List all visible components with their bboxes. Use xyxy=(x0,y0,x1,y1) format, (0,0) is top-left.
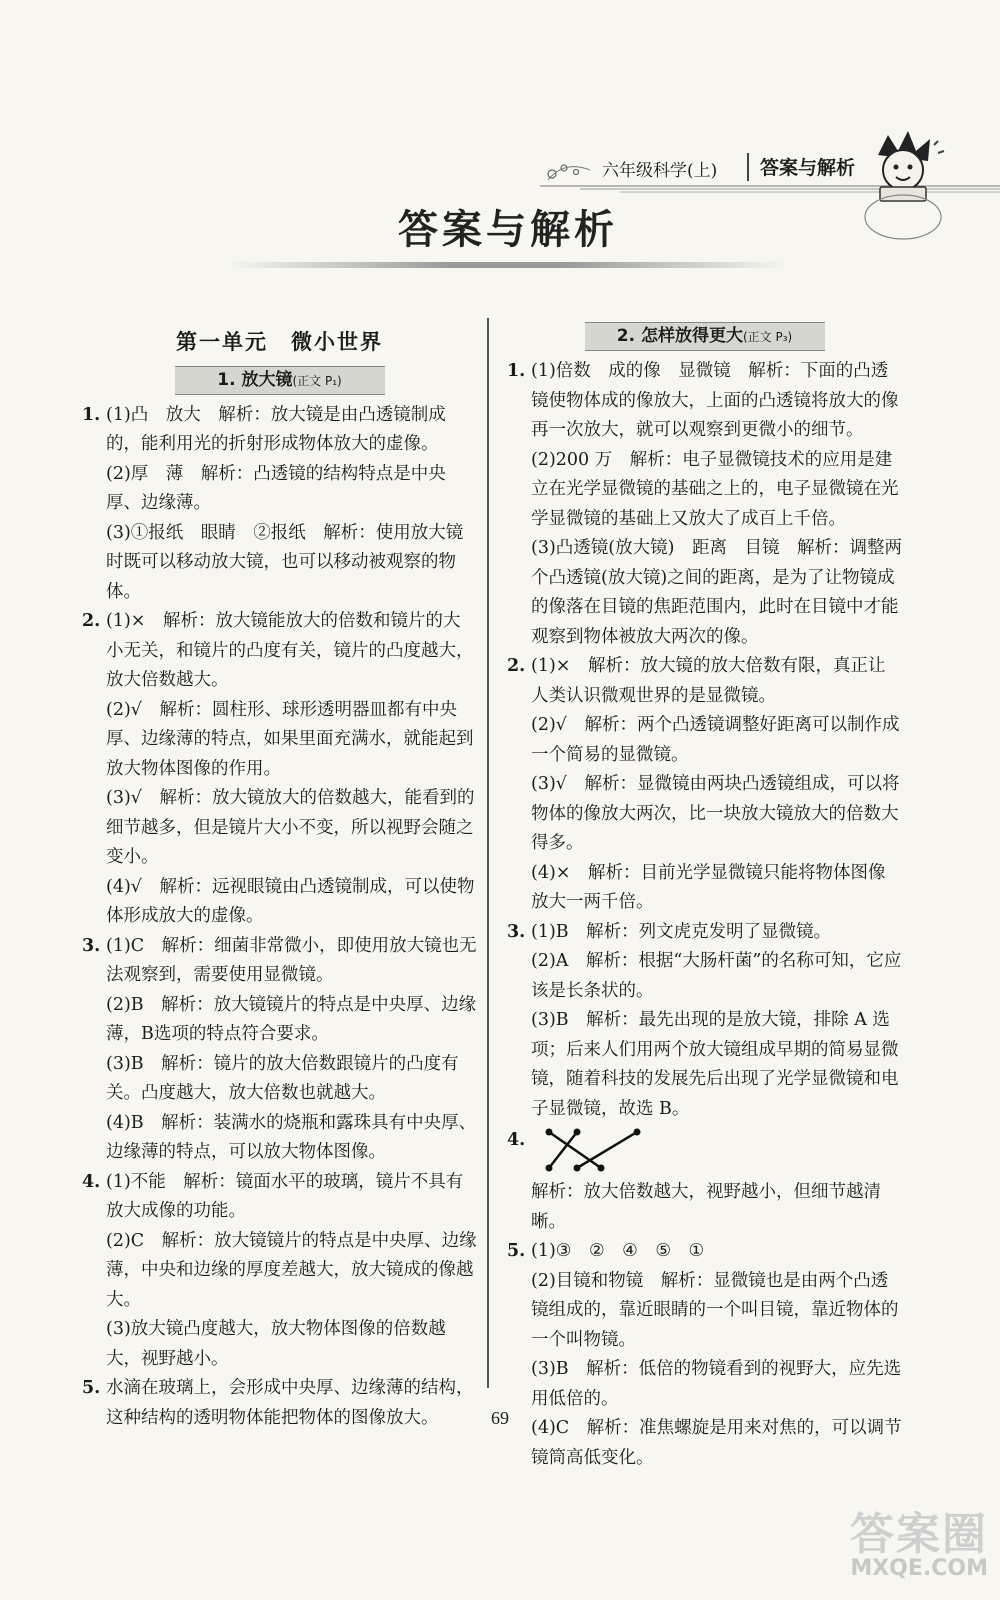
question-2 xyxy=(507,652,902,918)
question-number: 1. xyxy=(82,404,101,425)
answer-line: (1)不能 解析：镜面水平的玻璃，镜片不具有放大成像的功能。 xyxy=(106,1171,464,1221)
question-number: 4. xyxy=(507,1130,526,1150)
section-heading-enlarge xyxy=(585,322,825,351)
answer-line: (1)× 解析：放大镜的放大倍数有限，真正让人类认识微观世界的是显微镜。 xyxy=(531,656,886,706)
question-4 xyxy=(507,1126,902,1237)
title-underline xyxy=(228,262,788,268)
answer-line: (1)C 解析：细菌非常微小，即使用放大镜也无法观察到，需要使用显微镜。 xyxy=(106,935,477,985)
section-heading-magnifier xyxy=(175,366,385,395)
page-number: 69 xyxy=(491,1408,509,1428)
answer-line: (4)√ 解析：远视眼镜由凸透镜制成，可以使物体形成放大的虚像。 xyxy=(106,876,475,926)
page-title: 答案与解析 xyxy=(398,207,618,253)
answer-line: (3)①报纸 眼睛 ②报纸 解析：使用放大镜时既可以移动放大镜，也可以移动被观察的物体。 xyxy=(106,522,464,602)
answer-line: (1)③ ② ④ ⑤ ① xyxy=(531,1241,705,1261)
answer-line: (3)放大镜凸度越大，放大物体图像的倍数越大，视野越小。 xyxy=(106,1319,446,1369)
question-number: 2. xyxy=(82,611,101,631)
watermark-url: MXQE.COM xyxy=(850,1556,988,1581)
answer-line: (2)A 解析：根据“大肠杆菌”的名称可知，它应该是长条状的。 xyxy=(531,951,902,1001)
header-grade: 六年级科学(上) xyxy=(602,161,718,181)
answer-line: (1)B 解析：列文虎克发明了显微镜。 xyxy=(531,921,832,942)
section-page-ref: (正文 P₁) xyxy=(292,373,342,388)
watermark-text: 答案圈 xyxy=(850,1509,988,1560)
question-3 xyxy=(507,918,902,1125)
watermark-logo xyxy=(798,1498,988,1590)
answer-line: (1)倍数 成的像 显微镜 解析：下面的凸透镜使物体成的像放大，上面的凸透镜将放大的像再一次放大，就可以观察到更微小的细节。 xyxy=(531,361,899,440)
answer-line: (3)B 解析：镜片的放大倍数跟镜片的凸度有关。凸度越大，放大倍数也就越大。 xyxy=(106,1053,459,1103)
right-column xyxy=(507,322,902,1473)
question-4 xyxy=(82,1168,477,1375)
answer-line: (4)B 解析：装满水的烧瓶和露珠具有中央厚、边缘薄的特点，可以放大物体图像。 xyxy=(106,1112,477,1162)
question-number: 4. xyxy=(82,1171,101,1192)
section-title: 2. 怎样放得更大 xyxy=(616,326,743,346)
unit-title: 第一单元 微小世界 xyxy=(176,330,383,354)
answer-line: (4)C 解析：准焦螺旋是用来对焦的，可以调节镜筒高低变化。 xyxy=(531,1418,902,1468)
match-line xyxy=(549,1132,577,1168)
answer-line: 水滴在玻璃上，会形成中央厚、边缘薄的结构，这种结构的透明物体能把物体的图像放大。 xyxy=(106,1378,474,1428)
question-number: 2. xyxy=(507,656,526,676)
answer-line: (3)√ 解析：显微镜由两块凸透镜组成，可以将物体的像放大两次，比一块放大镜放大的倍数大得多。 xyxy=(531,774,900,853)
question-1 xyxy=(82,401,477,608)
mascot-reading-icon xyxy=(858,125,948,245)
answer-line: (1)× 解析：放大镜能放大的倍数和镜片的大小无关，和镜片的凸度有关，镜片的凸度越大，放大倍数越大。 xyxy=(106,611,474,690)
question-5 xyxy=(507,1237,902,1473)
match-line xyxy=(577,1132,637,1168)
question-1 xyxy=(507,357,902,652)
answer-line: (2)厚 薄 解析：凸透镜的结构特点是中央厚、边缘薄。 xyxy=(106,463,446,513)
question-number: 1. xyxy=(507,361,526,381)
header-divider xyxy=(747,153,749,181)
question-number: 5. xyxy=(507,1241,526,1261)
question-number: 3. xyxy=(82,935,101,956)
match-line xyxy=(549,1132,601,1168)
question-2 xyxy=(82,607,477,932)
column-divider xyxy=(487,318,489,1388)
section-title: 1. 放大镜 xyxy=(217,369,293,390)
answer-line: (3)√ 解析：放大镜放大的倍数越大，能看到的细节越多，但是镜片大小不变，所以视野会随之变小。 xyxy=(106,788,475,867)
question-number: 5. xyxy=(82,1378,101,1398)
left-column xyxy=(82,322,477,1433)
page-title-block xyxy=(228,180,788,280)
answer-line: (3)B 解析：最先出现的是放大镜，排除 A 选项；后来人们用两个放大镜组成早期的简易显微镜，随着科技的发展先后出现了光学显微镜和电子显微镜，故选 B。 xyxy=(531,1010,899,1119)
answer-line: (2)C 解析：放大镜镜片的特点是中央厚、边缘薄，中央和边缘的厚度差越大，放大镜成的像越大。 xyxy=(106,1230,477,1310)
answer-line: (2)√ 解析：两个凸透镜调整好距离可以制作成一个简易的显微镜。 xyxy=(531,715,900,765)
question-number: 3. xyxy=(507,921,526,942)
answer-line: (2)√ 解析：圆柱形、球形透明器皿都有中央厚、边缘薄的特点，如果里面充满水，就能起到放大物体图像的作用。 xyxy=(106,699,474,779)
answer-line: (2)B 解析：放大镜镜片的特点是中央厚、边缘薄，B选项的特点符合要求。 xyxy=(106,994,477,1044)
section-page-ref: (正文 P₃) xyxy=(742,330,793,344)
header-section: 答案与解析 xyxy=(760,157,856,179)
matching-lines-figure xyxy=(541,1126,651,1174)
answer-line: (4)× 解析：目前光学显微镜只能将物体图像放大一两千倍。 xyxy=(531,862,886,912)
answer-line: (3)凸透镜(放大镜) 距离 目镜 解析：调整两个凸透镜(放大镜)之间的距离，是为了让物镜成的像落在目镜的焦距范围内，此时在目镜中才能观察到物体被放大两次的像。 xyxy=(531,538,902,647)
question-3 xyxy=(82,932,477,1168)
answer-line: (1)凸 放大 解析：放大镜是由凸透镜制成的，能利用光的折射形成物体放大的虚像。 xyxy=(106,404,446,454)
answer-line: 解析：放大倍数越大，视野越小，但细节越清晰。 xyxy=(531,1182,881,1232)
answer-line: (2)目镜和物镜 解析：显微镜也是由两个凸透镜组成的，靠近眼睛的一个叫目镜，靠近物体的一个叫物镜。 xyxy=(531,1270,899,1350)
answer-line: (2)200 万 解析：电子显微镜技术的应用是建立在光学显微镜的基础之上的，电子显微镜在光学显微镜的基础上又放大了成百上千倍。 xyxy=(531,449,899,529)
answer-line: (3)B 解析：低倍的物镜看到的视野大，应先选用低倍的。 xyxy=(531,1359,902,1409)
